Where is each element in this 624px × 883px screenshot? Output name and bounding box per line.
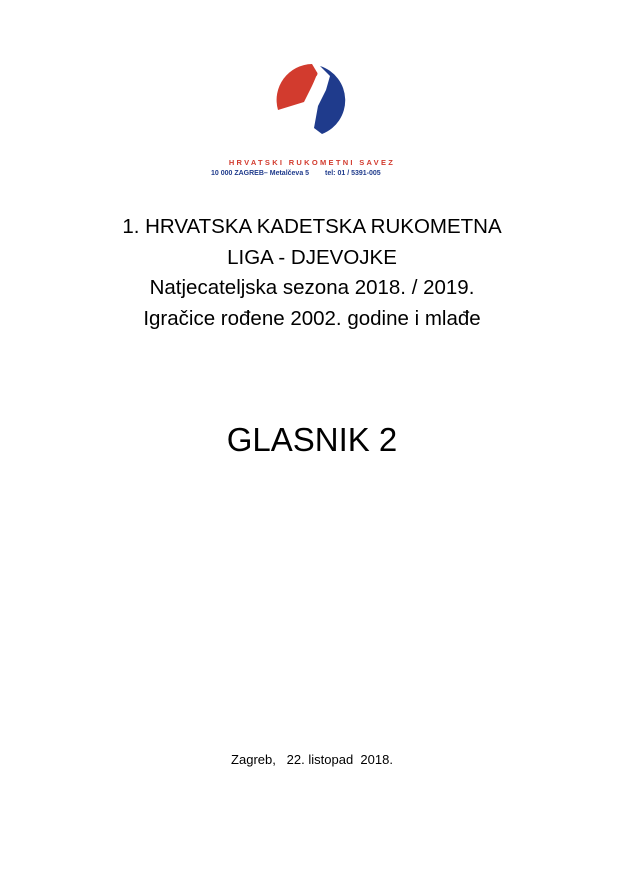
organization-name: HRVATSKI RUKOMETNI SAVEZ bbox=[228, 158, 396, 167]
organization-contact bbox=[211, 170, 431, 177]
title-line-league: 1. HRVATSKA KADETSKA RUKOMETNA bbox=[122, 215, 502, 238]
title-line-season: Natjecateljska sezona 2018. / 2019. bbox=[149, 276, 475, 299]
bulletin-number: GLASNIK 2 bbox=[226, 421, 398, 458]
organization-address: 10 000 ZAGREB– Metalčeva 5 bbox=[211, 170, 310, 177]
federation-handball-logo-icon bbox=[274, 62, 350, 138]
title-line-category: LIGA - DJEVOJKE bbox=[227, 245, 397, 269]
organization-phone: tel: 01 / 5391-005 bbox=[325, 170, 381, 177]
title-line-eligibility: Igračice rođene 2002. godine i mlađe bbox=[143, 306, 481, 330]
document-title bbox=[0, 212, 624, 334]
place-and-date: Zagreb, 22. listopad 2018. bbox=[231, 752, 393, 767]
logo-graphic bbox=[274, 62, 350, 138]
